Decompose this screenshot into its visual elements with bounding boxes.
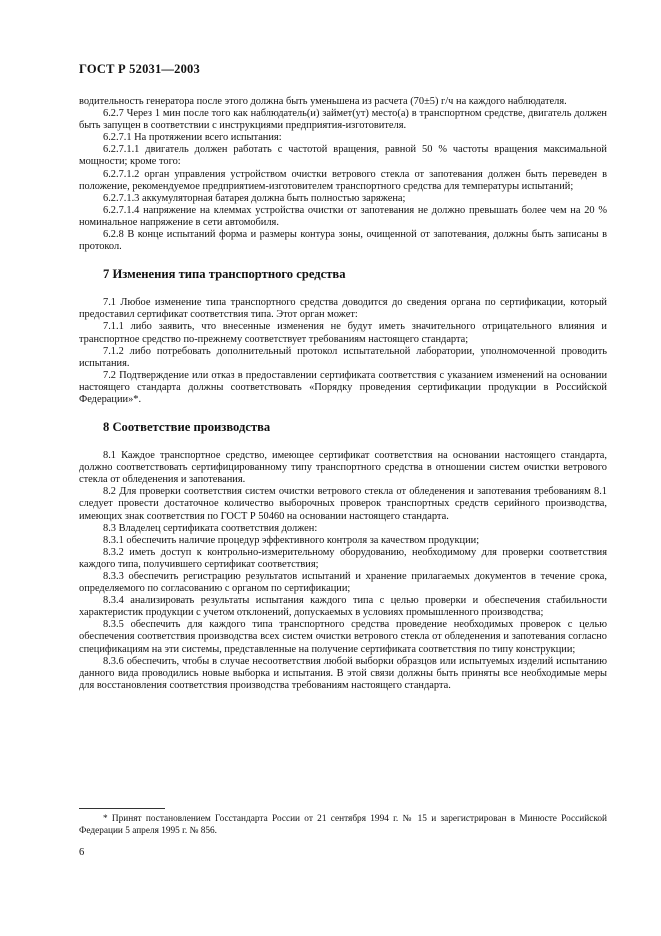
paragraph: 8.3.5 обеспечить для каждого типа транспортного средства проведение необходимых проверок с целью обеспечения соответствия производства всех систем очистки ветрового стекла от обледенения и запотевания согласно спецификациям на эти системы, представленные на получение сертификата соответствия по типу конструкции; bbox=[79, 619, 607, 655]
footnote-divider bbox=[79, 808, 165, 809]
paragraph: 8.3.1 обеспечить наличие процедур эффективного контроля за качеством продукции; bbox=[103, 534, 480, 546]
section-heading-8: 8 Соответствие производства bbox=[103, 420, 271, 435]
paragraph: 7.1.1 либо заявить, что внесенные изменения не будут иметь значительного отрицательного влияния и транспортное средство по-прежнему соответствует требованиям настоящего стандарта; bbox=[79, 321, 607, 345]
section-heading-7: 7 Изменения типа транспортного средства bbox=[103, 267, 346, 282]
paragraph: 8.1 Каждое транспортное средство, имеющее сертификат соответствия на основании настоящего стандарта, должно соответствовать сертифицированному типу транспортного средства в отношении систем очистки ветрового стекла от обледенения и запотевания. bbox=[79, 450, 607, 486]
paragraph: 6.2.7 Через 1 мин после того как наблюдатель(и) займет(ут) место(а) в транспортном средстве, двигатель должен быть запущен в соответствии с инструкциями предприятия-изготовителя. bbox=[79, 108, 607, 132]
paragraph: 8.3.4 анализировать результаты испытания каждого типа с целью проверки и обеспечения стабильности характеристик продукции с учетом отклонений, допускаемых в условиях промышленного производства; bbox=[79, 595, 607, 619]
paragraph: 6.2.7.1.4 напряжение на клеммах устройства очистки от запотевания не должно превышать более чем на 20 % номинальное напряжение в сети автомобиля. bbox=[79, 204, 607, 228]
paragraph: 8.2 Для проверки соответствия систем очистки ветрового стекла от обледенения и запотевания требованиям 8.1 следует провести достаточное количество выборочных проверок транспортных средств серийного производства, имеющих знак соответствия по ГОСТ Р 50460 на основании настоящего стандарта. bbox=[79, 486, 607, 522]
paragraph: водительность генератора после этого должна быть уменьшена из расчета (70±5) г/ч на каждого наблюдателя. bbox=[79, 96, 567, 107]
paragraph: 8.3.2 иметь доступ к контрольно-измерительному оборудованию, необходимому для проверки соответствия каждого типа, получившего сертификат соответствия; bbox=[79, 546, 607, 570]
paragraph: 8.3.6 обеспечить, чтобы в случае несоответствия любой выборки образцов или испытуемых изделий испытанию данного вида проводились новые выборка и испытания. В этой связи должны быть приняты все необходимые меры для восстановления соответствия производства требованиям настоящего стандарта. bbox=[79, 655, 607, 691]
paragraph: 7.1.2 либо потребовать дополнительный протокол испытательной лаборатории, уполномоченной проводить испытания. bbox=[79, 345, 607, 369]
paragraph: 8.3 Владелец сертификата соответствия должен: bbox=[103, 522, 318, 534]
paragraph: 7.1 Любое изменение типа транспортного средства доводится до сведения органа по сертификации, который предоставил сертификат соответствия типа. Этот орган может: bbox=[79, 297, 607, 321]
footnote bbox=[79, 814, 607, 838]
paragraph: 6.2.7.1.2 орган управления устройством очистки ветрового стекла от запотевания должен быть переведен в положение, рекомендуемое предприятием-изготовителем транспортного средства для температуры испытаний; bbox=[79, 168, 607, 192]
footnote-text: * Принят постановлением Госстандарта России от 21 сентября 1994 г. № 15 и зарегистрирован в Минюсте Российской Федерации 5 апреля 1995 г. № 856. bbox=[79, 814, 607, 836]
paragraph: 6.2.8 В конце испытаний форма и размеры контура зоны, очищенной от запотевания, должны быть записаны в протокол. bbox=[79, 229, 607, 253]
page-number: 6 bbox=[79, 847, 85, 858]
paragraph: 6.2.7.1.3 аккумуляторная батарея должна быть полностью заряжена; bbox=[103, 192, 406, 204]
document-header: ГОСТ Р 52031—2003 bbox=[79, 62, 200, 76]
paragraph: 7.2 Подтверждение или отказ в предоставлении сертификата соответствия с указанием изменений на основании настоящего стандарта должны соответствовать «Порядку проведения сертификации продукции в Российской Федерации»*. bbox=[79, 369, 607, 405]
paragraph: 6.2.7.1.1 двигатель должен работать с частотой вращения, равной 50 % частоты вращения максимальной мощности; кроме того: bbox=[79, 144, 607, 168]
paragraph: 6.2.7.1 На протяжении всего испытания: bbox=[103, 132, 282, 144]
paragraph: 8.3.3 обеспечить регистрацию результатов испытаний и хранение прилагаемых документов в течение срока, определяемого по согласованию с органом по сертификации; bbox=[79, 571, 607, 595]
document-body bbox=[79, 96, 607, 692]
